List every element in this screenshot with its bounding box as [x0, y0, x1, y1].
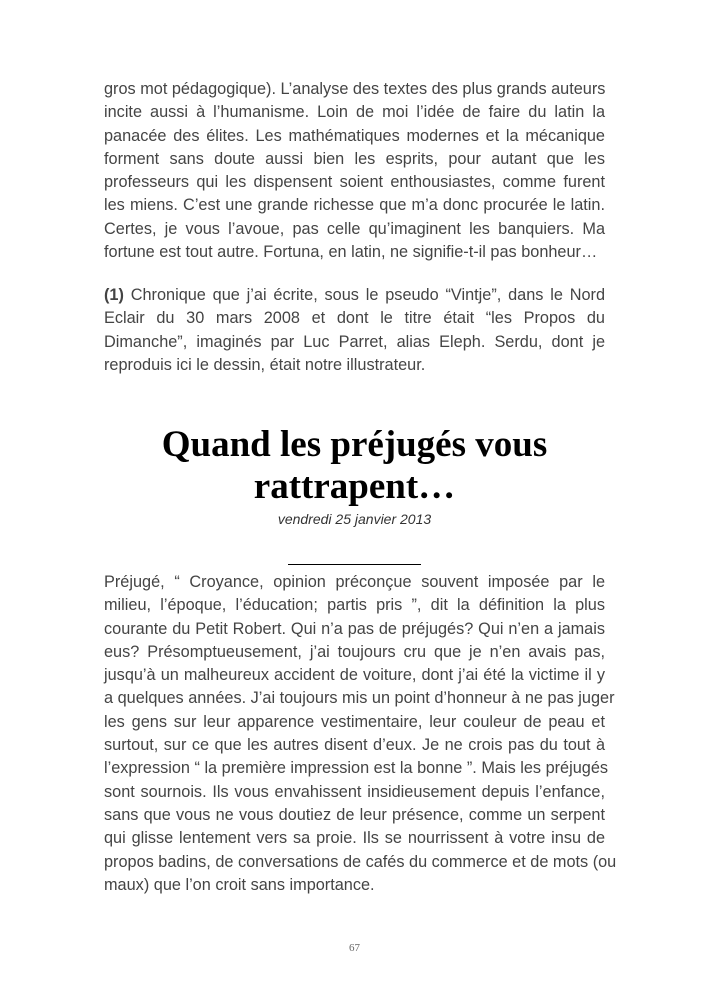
- footnote-number: (1): [104, 286, 124, 304]
- text-line: forment sans doute aussi bien les esprits, pour autant que les: [104, 149, 605, 168]
- text-line: propos badins, de conversations de cafés du commerce et de mots (ou: [104, 852, 617, 871]
- page-number: 67: [349, 942, 360, 954]
- text-line: professeurs qui les dispensent soient enthousiastes, comme furent: [104, 173, 605, 192]
- article-title: [60, 424, 649, 508]
- text-line: sans que vous ne vous doutiez de leur présence, comme un serpent: [104, 805, 605, 824]
- text-line: maux) que l’on croit sans importance.: [104, 875, 375, 894]
- text-line: Eclair du 30 mars 2008 et dont le titre était “les Propos du: [104, 309, 605, 328]
- text-line: gros mot pédagogique). L’analyse des textes des plus grands auteurs: [104, 80, 606, 98]
- text-line: surtout, sur ce que les autres disent d’eux. Je ne crois pas du tout à: [104, 736, 605, 755]
- text-line: les gens sur leur apparence vestimentaire, leur couleur de peau et: [104, 712, 605, 731]
- footnote-text: Chronique que j’ai écrite, sous le pseudo “Vintje”, dans le Nord: [130, 286, 606, 304]
- text-line: qui glisse lentement vers sa proie. Ils se nourrissent à votre insu de: [104, 829, 605, 848]
- article-paragraph: [104, 571, 617, 897]
- text-line: courante du Petit Robert. Qui n’a pas de préjugés? Qui n’en a jamais: [104, 619, 605, 638]
- text-line: incite aussi à l’humanisme. Loin de moi l’idée de faire du latin la: [104, 103, 605, 122]
- text-line: jusqu’à un malheureux accident de voiture, dont j’ai été la victime il y: [104, 666, 605, 685]
- text-line: fortune est tout autre. Fortuna, en latin, ne signifie-t-il pas bonheur…: [104, 243, 598, 262]
- text-line: a quelques années. J’ai toujours mis un point d’honneur à ne pas juger: [104, 689, 615, 708]
- title-line: Quand les préjugés vous: [161, 424, 548, 465]
- text-line: Préjugé, “ Croyance, opinion préconçue souvent imposée par le: [104, 573, 605, 591]
- text-line: Dimanche”, imaginés par Luc Parret, alias Eleph. Serdu, dont je: [104, 332, 605, 351]
- text-line: sont sournois. Ils vous envahissent insidieusement depuis l’enfance,: [104, 782, 605, 801]
- paragraph-latin: [104, 78, 605, 264]
- footnote: [104, 284, 605, 377]
- text-line: reproduis ici le dessin, était notre illustrateur.: [104, 355, 426, 374]
- text-line: panacée des élites. Les mathématiques modernes et la mécanique: [104, 126, 605, 145]
- text-line: [104, 284, 605, 307]
- text-line: eus? Présomptueusement, j’ai toujours cru que je n’en avais pas,: [104, 642, 605, 661]
- text-line: Certes, je vous l’avoue, pas celle qu’imaginent les banquiers. Ma: [104, 219, 605, 238]
- text-line: l’expression “ la première impression est la bonne ”. Mais les préjugés: [104, 759, 609, 778]
- article-date: vendredi 25 janvier 2013: [277, 511, 432, 527]
- title-line: rattrapent…: [253, 466, 456, 507]
- text-line: les miens. C’est une grande richesse que m’a donc procurée le latin.: [104, 196, 605, 215]
- separator-rule: [288, 564, 421, 565]
- text-line: milieu, l’époque, l’éducation; partis pris ”, dit la définition la plus: [104, 596, 605, 615]
